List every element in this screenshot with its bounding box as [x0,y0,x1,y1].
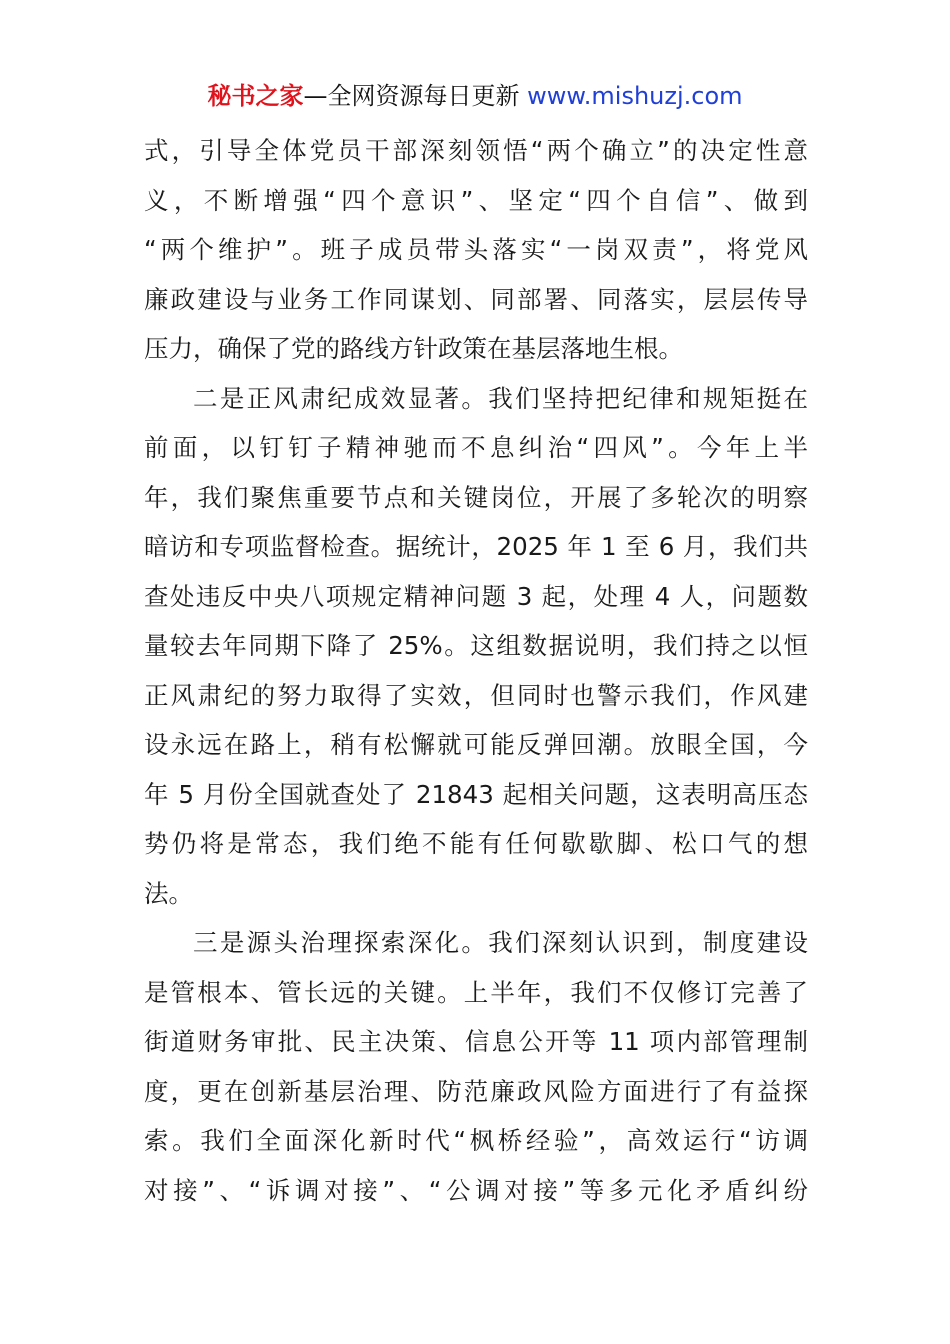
text-line: 法。 [144,878,193,908]
text-line: 是管根本、管长远的关键。上半年，我们不仅修订完善了 [144,977,808,1007]
text-line: 查处违反中央八项规定精神问题 3 起，处理 4 人，问题数 [144,581,808,611]
text-line: 正风肃纪的努力取得了实效，但同时也警示我们，作风建 [144,680,808,710]
text-line: 度，更在创新基层治理、防范廉政风险方面进行了有益探 [144,1076,808,1106]
text-line: 三是源头治理探索深化。我们深刻认识到，制度建设 [193,928,808,957]
text-line: 街道财务审批、民主决策、信息公开等 11 项内部管理制 [144,1027,808,1056]
text-line: 二是正风肃纪成效显著。我们坚持把纪律和规矩挺在 [193,383,808,413]
text-line: 暗访和专项监督检查。据统计，2025 年 1 至 6 月，我们共 [144,532,808,561]
text-line: 前面，以钉钉子精神驰而不息纠治“四风”。今年上半 [144,433,808,462]
paragraph [144,918,808,1215]
text-line: 压力，确保了党的路线方针政策在基层落地生根。 [144,334,683,363]
paragraph [144,374,808,919]
text-line: 年，我们聚焦重要节点和关键岗位，开展了多轮次的明察 [144,482,808,512]
brand-name: 秘书之家 [207,82,304,110]
text-line: 势仍将是常态，我们绝不能有任何歇歇脚、松口气的想 [144,829,808,858]
text-line: “两个维护”。班子成员带头落实“一岗双责”，将党风 [144,235,808,264]
text-line: 年 5 月份全国就查处了 21843 起相关问题，这表明高压态 [144,779,808,809]
text-line: 设永远在路上，稍有松懈就可能反弹回潮。放眼全国，今 [144,730,808,759]
text-line: 对接”、“诉调对接”、“公调对接”等多元化矛盾纠纷 [144,1175,808,1205]
site-url-link[interactable]: www.mishuzj.com [527,82,743,110]
text-line: 量较去年同期下降了 25%。这组数据说明，我们持之以恒 [144,631,808,660]
text-line: 义，不断增强“四个意识”、坚定“四个自信”、做到 [144,185,808,215]
text-line: 索。我们全面深化新时代“枫桥经验”，高效运行“访调 [144,1126,808,1155]
text-line: 式，引导全体党员干部深刻领悟“两个确立”的决定性意 [144,136,808,165]
text-line: 廉政建设与业务工作同谋划、同部署、同落实，层层传导 [144,284,808,314]
paragraph [144,126,808,374]
document-body [144,126,808,1215]
header-tagline: —全网资源每日更新 [303,82,520,110]
page-header [0,80,950,112]
